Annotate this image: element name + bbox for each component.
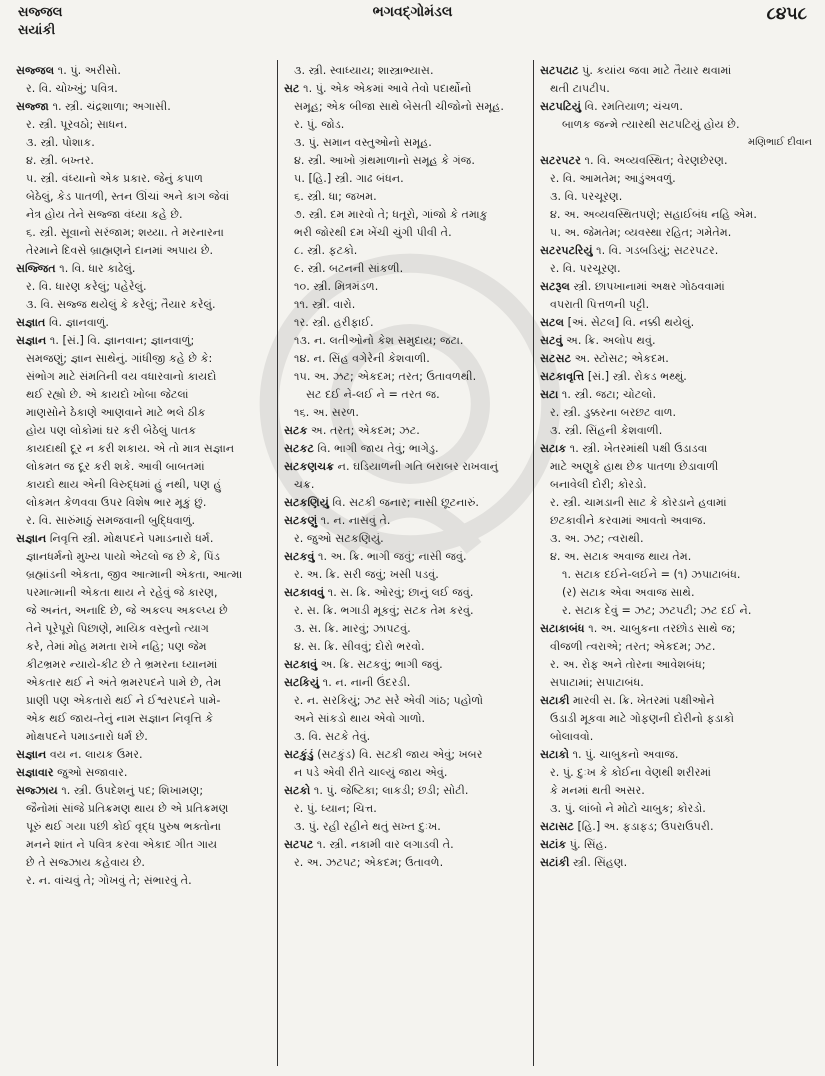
entry-sense: ર. સ્ત્રી. ચામડાની સાટ કે કોરડાને હવામાં	[550, 496, 727, 509]
entry-headword-line: સટકાવૃત્તિ [સં.] સ્ત્રી. રોકડ ભથ્થું.	[540, 370, 687, 383]
entry-headword-line: સજ્ઞાત વિ. જ્ઞાનવાળું.	[16, 316, 109, 329]
entry-sense: અને સાંકડો થાય એવો ગાળો.	[294, 712, 426, 725]
entry-sense: ૧૦. સ્ત્રી. મિત્રમંડળ.	[294, 280, 379, 293]
headword: સટકટ	[284, 442, 314, 455]
entry-sense: સંભોગ માટે સંમતિની વય વધારવાનો કાયદો	[26, 370, 217, 383]
entry-example: ૧. સટાક દઈને-લઈને = (૧) ઝપાટાબંધ.	[562, 568, 741, 581]
entry-sense: ર. પું. ધ્યાન; ચિત્ત.	[294, 802, 377, 815]
entry-sense: ૬. સ્ત્રી. ધા; જખમ.	[294, 190, 377, 203]
guide-word-last: સયાંકી	[18, 23, 56, 38]
entry-sense: વપરાતી પિત્તળની પટ્ટી.	[550, 298, 650, 311]
entry-headword-line: સજ્જિત ૧. વિ. ધાર કાઢેલું.	[16, 262, 136, 275]
entry-sense: ર. વિ. પરચૂરણ.	[550, 262, 621, 275]
headword: સજ્ઞાન	[16, 532, 47, 545]
entry-sense: પરમાત્માની એકતા થાય ને રહેવું જે કારણ,	[26, 586, 218, 599]
book-title: ભગવદ્ગોમંડલ	[372, 4, 453, 20]
entry-headword-line: સટકણિયું વિ. સટકી જનાર; નાસી છૂટનારું.	[284, 496, 479, 509]
headword: સટકો	[284, 784, 311, 797]
entry-sense: ૩. સ્ત્રી. સિંહની કેશવાળી.	[550, 424, 663, 437]
entry-headword-line: સજ્જા ૧. સ્ત્રી. ચંદ્રશાળા; અગાસી.	[16, 100, 171, 113]
entry-sense: ૧૫. અ. ઝટ; એકદમ; તરત; ઉતાવળથી.	[294, 370, 477, 383]
entry-sense: બ્રહ્માંડની એકતા, જીવ આત્માની એકતા, આત્મા	[26, 568, 243, 581]
headword: સટાકો	[540, 748, 570, 761]
entry-sense: સમજણું; જ્ઞાન સાથેનું. ગાંધીજી કહે છે કે:	[26, 352, 213, 365]
entry-sense: તેને પૂરેપૂરો પિછાણે, માયિક વસ્તુનો ત્યાગ	[26, 622, 209, 635]
headword: સટાસટ	[540, 820, 574, 833]
entry-sense: એકતાર થઈ ને અંતે ભ્રમરપદને પામે છે, તેમ	[26, 676, 222, 689]
entry-sense: ર. ન. વાંચવું તે; ગોખવું તે; સંભારવું તે.	[26, 874, 192, 887]
entry-headword-line: સટાકી મારવી સ. ક્રિ. ખેતરમાં પક્ષીઓને	[540, 694, 715, 707]
entry-sense: કરે, તેમાં મોહ મમતા રાખે નહિ; પણ જેમ	[26, 640, 207, 653]
entry-headword-line: સટા ૧. સ્ત્રી. જટા; ચોટલો.	[540, 388, 657, 401]
headword: સટલ	[540, 316, 565, 329]
entry-sense: મનને શાંત ને પવિત્ર કરવા એકાદ ગીત ગાય	[26, 838, 218, 851]
entry-headword-line: સટકાવવું ૧. સ. ક્રિ. ઓરવું; છાનું લઈ જવું.	[284, 586, 474, 599]
entry-sense: ઉડાડી મૂકવા માટે ગોફણની દોરીનો ફડાકો	[550, 712, 735, 725]
entry-sense: ચક્ર.	[294, 478, 315, 491]
entry-sense: જ્ઞાનધર્મનો મુખ્ય પાયો એટલો જ છે કે, પિંડ	[26, 550, 220, 563]
entry-headword-line: સટપટ ૧. સ્ત્રી. નકામી વાર લગાડવી તે.	[284, 838, 454, 851]
entries-column-1	[16, 62, 270, 1066]
headword: સટકણું	[284, 514, 318, 527]
entry-sense: ૪. સ્ત્રી. બખ્તર.	[26, 154, 94, 167]
entry-sense: ર. વિ. ધારણ કરેલું; પહેરેલું.	[26, 280, 147, 293]
entry-headword-line: સટકુંડું (સટકુંડ) વિ. સટકી જાય એવું; ખબર	[284, 748, 483, 761]
column-divider	[533, 60, 534, 1066]
entry-sense: ૩. વિ. સટકે તેવું.	[294, 730, 371, 743]
entry-sense: કીટભ્રમર ન્યાયે-કીટ છે તે ભ્રમરના ધ્યાનમાં	[26, 658, 218, 671]
entry-headword-line: સટકાવું અ. ક્રિ. સટકવું; ભાગી જવું.	[284, 658, 443, 671]
entry-sense: સપાટામાં; સપાટાબંધ.	[550, 676, 644, 689]
headword: સટરપટરિયું	[540, 244, 593, 257]
entry-sense: ન પડે એવી રીતે ચાલ્યું જાય એવું.	[294, 766, 448, 779]
entry-headword-line: સટલ [અં. સેટલ] વિ. નક્કી થયેલું.	[540, 316, 695, 329]
entry-sense: ૩. અ. ઝટ; ત્વરાથી.	[550, 532, 644, 545]
entry-sense: વીજળી ત્વરાએ; તરત; એકદમ; ઝટ.	[550, 640, 716, 653]
headword: સટકાવવું	[284, 586, 325, 599]
entry-headword-line: સજ્જલ ૧. પું. અરીસો.	[16, 64, 121, 77]
entry-sense: ર. અ. ક્રિ. સરી જવું; ખસી પડવું.	[294, 568, 439, 581]
headword: સટાકાબંધ	[540, 622, 585, 635]
entry-sense: ૯. સ્ત્રી. બટનની સાંકળી.	[294, 262, 404, 275]
entry-sense: ૮. સ્ત્રી. ફટકો.	[294, 244, 358, 257]
headword: સટાંકી	[540, 856, 570, 869]
entry-sense: ૩. વિ. સજ્જ થયેલું કે કરેલું; તૈયાર કરેલું.	[26, 298, 216, 311]
headword: સટપટાટ	[540, 64, 579, 77]
entry-headword-line: સટપટિયું વિ. રમતિયાળ; ચંચળ.	[540, 100, 683, 113]
entry-sense: ર. અ. ઝટપટ; એકદમ; ઉતાવળે.	[294, 856, 444, 869]
entry-headword-line: સટવું અ. ક્રિ. અલોપ થવું.	[540, 334, 656, 347]
entry-headword-line: સટાકો ૧. પું. ચાબુકનો અવાજ.	[540, 748, 679, 761]
entry-sense: જૈનોમાં સાંજે પ્રતિક્રમણ થાય છે એ પ્રતિક્રમણ	[26, 802, 229, 815]
entry-headword-line: સટકણું ૧. ન. નાસવું તે.	[284, 514, 391, 527]
entry-sense: કાયદાથી દૂર ન કરી શકાય. એ તો માત્ર સજ્ઞાન	[26, 442, 235, 455]
headword: સજ્ઞાત	[16, 316, 46, 329]
entry-sense: ૩. સ. ક્રિ. મારવું; ઝાપટવું.	[294, 622, 411, 635]
entry-sense: કાયદો થાય એની વિરુદ્ધમાં હું નથી, પણ હું	[26, 478, 222, 491]
headword: સજ્ઝાય	[16, 784, 58, 797]
entry-example: બાળક જન્મે ત્યારથી સટપટિયું હોય છે.	[562, 118, 740, 131]
entry-sense: ર. વિ. આમતેમ; આડુંઅવળું.	[550, 172, 676, 185]
entry-sense: છટકાવીને કરવામાં આવતો અવાજ.	[550, 514, 707, 527]
entry-sense: ૫. [હિ.] સ્ત્રી. ગાઢ બંધન.	[294, 172, 404, 185]
headword: સટવું	[540, 334, 563, 347]
entry-headword-line: સટરપટરિયું ૧. વિ. ગડબડિયું; સટરપટર.	[540, 244, 719, 257]
entry-sense: તેરમાને દિવસે બ્રાહ્મણને દાનમાં અપાય છે.	[26, 244, 214, 257]
headword: સટપટિયું	[540, 100, 582, 113]
entry-headword-line: સટકો ૧. પું. જેષ્ટિકા; લાકડી; છડી; સોટી.	[284, 784, 469, 797]
entry-sense: કે મનમાં થતી અસર.	[550, 784, 645, 797]
headword: સટા	[540, 388, 559, 401]
entry-sense: ૪. સ્ત્રી. આખો ગ્રંથમાળાનો સમૂહ કે ગંજ.	[294, 154, 475, 167]
entry-sense: જે અનંત, અનાદિ છે, જે અકલ્પ અકલ્પ્ય છે	[26, 604, 228, 617]
entry-sense: ર. અ. રોફ અને તોરના આવેશબંધ;	[550, 658, 706, 671]
headword: સટકુંડું	[284, 748, 314, 761]
entry-headword-line: સટાંકી સ્ત્રી. સિંહણ.	[540, 856, 628, 869]
headword: સટકવું	[284, 550, 315, 563]
headword: સજ્જા	[16, 100, 50, 113]
entry-headword-line: સજ્ઝાય ૧. સ્ત્રી. ઉપદેશનું પદ; શિખામણ;	[16, 784, 204, 797]
entry-sense: નેત્ર હોય તેને સજ્જા વંધ્યા કહે છે.	[26, 208, 183, 221]
entry-sense: ૩. સ્ત્રી. સ્વાધ્યાય; શાસ્ત્રાભ્યાસ.	[294, 64, 434, 77]
entry-sense: ર. જુઓ સટકણિયું.	[294, 532, 384, 545]
headword: સજ્ઞાવાર	[16, 766, 54, 779]
entries-column-3	[540, 62, 812, 1066]
entry-sense: બોલાવવો.	[550, 730, 594, 743]
entry-sense: ૧૩. ન. લતીઓનો કેશ સમુદાય; જટા.	[294, 334, 464, 347]
entry-headword-line: સજ્ઞાન વય ન. લાયક ઉમર.	[16, 748, 143, 761]
entry-sense: સમૂહ; એક બીજા સાથે બેસતી ચીજોનો સમૂહ.	[294, 100, 504, 113]
headword: સટકાવૃત્તિ	[540, 370, 585, 383]
entry-headword-line: સટ ૧. પું. એક એકમાં આવે તેવો પદાર્થોનો	[284, 82, 472, 95]
entry-headword-line: સટકણચક્ર ન. ઘડિયાળની ગતિ બરાબર રાખવાનું	[284, 460, 499, 473]
entry-sense: ભરી જોરથી દમ ખેંચી ચુંગી પીવી તે.	[294, 226, 452, 239]
entry-sense: ૩. વિ. પરચૂરણ.	[550, 190, 623, 203]
entry-headword-line: સટકિયું ૧. ન. નાની ઉંદરડી.	[284, 676, 411, 689]
entry-sense: થતી ટાપટીપ.	[550, 82, 610, 95]
entry-sense: બેઠેલું, કેડ પાતળી, સ્તન ઊંચાં અને કાગ જેવાં	[26, 190, 230, 203]
entry-sense: ૩. પું. રહી રહીને થતું સખ્ત દુઃખ.	[294, 820, 441, 833]
headword: સટાકી	[540, 694, 570, 707]
entry-sense: ર. વિ. સારુંમાઠું સમજવાની બુદ્ધિવાળું.	[26, 514, 196, 527]
headword: સટ	[284, 82, 300, 95]
entry-sense: ર. સ્ત્રી. પૂરવઠો; સાધન.	[26, 118, 128, 131]
headword: સજ્જલ	[16, 64, 55, 77]
entry-sense: ૩. સ્ત્રી. પોશાક.	[26, 136, 95, 149]
entry-headword-line: સટાસટ [હિ.] અ. ફડાફડ; ઉપરાઉપરી.	[540, 820, 714, 833]
entry-headword-line: સટક અ. તરત; એકદમ; ઝટ.	[284, 424, 420, 437]
entry-headword-line: સટાંક પું. સિંહ.	[540, 838, 608, 851]
headword: સટકણિયું	[284, 496, 329, 509]
entry-sense: ૩. પું. સમાન વસ્તુઓનો સમૂહ.	[294, 136, 432, 149]
entry-headword-line: સટપટાટ પું. કયાંય જવા માટે તૈયાર થવામાં	[540, 64, 732, 77]
entry-sense: ૩. પું. લાંબો ને મોટો ચાબુક; કોરડો.	[550, 802, 706, 815]
entry-headword-line: સટસટ અ. સ્ટોસટ; એકદમ.	[540, 352, 669, 365]
entry-sense: એક થઈ જાય-તેનું નામ સજ્ઞાન નિવૃત્તિ કે	[26, 712, 214, 725]
entry-headword-line: સજ્ઞાન ૧. [સં.] વિ. જ્ઞાનવાન; જ્ઞાનવાળું;	[16, 334, 195, 347]
entry-sense: છે તે સજ્ઝાય કહેવાય છે.	[26, 856, 145, 869]
entry-sense: ૬. સ્ત્રી. સૂવાનો સરંજામ; શય્યા. તે મરનારના	[26, 226, 224, 239]
entry-sense: ૧૧. સ્ત્રી. વારો.	[294, 298, 356, 311]
entry-sense: ૫. અ. જેમતેમ; વ્યવસ્થા રહિત; ગમેતેમ.	[550, 226, 732, 239]
entry-example: (ર) સટાક એવા અવાજ સાથે.	[562, 586, 695, 599]
entry-sense: માણસોને ઠેકાણે આણવાને માટે ભલે ઠીક	[26, 406, 206, 419]
entry-example: ર. સટાક દેવું = ઝટ; ઝટપટી; ઝટ દઈ ને.	[562, 604, 752, 617]
headword: સટકણચક્ર	[284, 460, 335, 473]
guide-word-first: સજ્જલ	[18, 5, 63, 20]
entry-sense: ૪. અ. સટાક અવાજ થાય તેમ.	[550, 550, 692, 563]
headword: સજ્ઞાન	[16, 334, 47, 347]
entry-sense: મોક્ષપદને પમાડનારો ધર્મ છે.	[26, 730, 148, 743]
headword: સટરપટર	[540, 154, 581, 167]
headword: સટકાવું	[284, 658, 318, 671]
entry-sense: બનાવેલી દોરી; કોરડો.	[550, 478, 647, 491]
entry-sense: ૧૪. ન. સિંહ વગેરેની કેશવાળી.	[294, 352, 430, 365]
entry-sense: ૭. સ્ત્રી. દમ મારવો તે; ધતૂરો, ગાંજો કે તમાકુ	[294, 208, 488, 221]
column-divider	[277, 60, 278, 1066]
entry-sense: થઈ રહ્યો છે. એ કાયદો ખોબા જેટલાં	[26, 388, 189, 401]
entry-example: સટ દઈ ને-લઈ ને = તરત જ.	[306, 388, 440, 401]
quote-attribution: મણિભાઈ દીવાન	[748, 137, 812, 148]
entry-sense: પ્રાણી પણ એકતારો થઈ ને ઈશ્વરપદને પામે-	[26, 694, 221, 707]
entry-sense: ર. પું. દુઃખ કે કોઈના વેણથી શરીરમાં	[550, 766, 711, 779]
headword: સટાંક	[540, 838, 567, 851]
entry-sense: ૧ર. સ્ત્રી. હરીફાઈ.	[294, 316, 374, 329]
entry-headword-line: સજ્ઞાવાર જુઓ સજાવાર.	[16, 766, 128, 779]
entry-sense: ૪. અ. અવ્યવસ્થિતપણે; સહાઈબંધ નહિ એમ.	[550, 208, 757, 221]
entry-headword-line: સટાક ૧. સ્ત્રી. ખેતરમાંથી પક્ષી ઉડાડવા	[540, 442, 708, 455]
entry-sense: લોકમત જ દૂર કરી શકે. આવી બાબતમાં	[26, 460, 205, 473]
entry-sense: હોય પણ લોકોમાં ઘર કરી બેઠેલું પાતક	[26, 424, 197, 437]
entry-headword-line: સટાકાબંધ ૧. અ. ચાબુકના તરછોડ સાથે જ;	[540, 622, 736, 635]
entry-sense: ૧૬. અ. સરળ.	[294, 406, 359, 419]
entry-sense: ૪. સ. ક્રિ. સીવવું; દોરો ભરવો.	[294, 640, 425, 653]
entry-sense: પૂરું થઈ ગયા પછી કોઈ વૃદ્ધ પુરુષ ભક્તોના	[26, 820, 222, 833]
entry-headword-line: સજ્ઞાન નિવૃત્તિ સ્ત્રી. મોક્ષપદને પમાડનારો ધર્મ.	[16, 532, 214, 545]
entry-sense: ર. સ. ક્રિ. ભગાડી મૂકવું; સટક તેમ કરવું.	[294, 604, 474, 617]
entry-headword-line: સટરપટર ૧. વિ. અવ્યવસ્થિત; વેરણછેરણ.	[540, 154, 728, 167]
entry-sense: ર. ન. સરકિયું; ઝટ સરે એવી ગાંઠ; પહોળો	[294, 694, 484, 707]
entry-sense: ર. પું. જોડ.	[294, 118, 345, 131]
entries-column-2	[284, 62, 526, 1066]
headword: સજ્ઞાન	[16, 748, 47, 761]
entry-headword-line: સટકવું ૧. અ. ક્રિ. ભાગી જવું; નાસી જવું.	[284, 550, 467, 563]
entry-sense: ૫. સ્ત્રી. વંધ્યાનો એક પ્રકાર. જેનું કપાળ	[26, 172, 203, 185]
entry-sense: માટે અણુકે હાથ છેક પાતળા છેડાવાળી	[550, 460, 719, 473]
entry-headword-line: સટકટ વિ. ભાગી જાય તેવું; ભાગેડુ.	[284, 442, 439, 455]
entry-sense: ર. વિ. ચોખ્ખું; પવિત્ર.	[26, 82, 118, 95]
headword: સટરૂલ	[540, 280, 570, 293]
entry-sense: ર. સ્ત્રી. ડુક્કરના બરછટ વાળ.	[550, 406, 677, 419]
entry-headword-line: સટરૂલ સ્ત્રી. છાપખાનામાં અક્ષર ગોઠવવામાં	[540, 280, 725, 293]
page-number: ૮૪૫૮	[766, 4, 807, 24]
entry-sense: લોકમત કેળવવા ઉપર વિશેષ ભાર મૂકું છું.	[26, 496, 207, 509]
headword: સટકિયું	[284, 676, 320, 689]
headword: સટપટ	[284, 838, 314, 851]
headword: સજ્જિત	[16, 262, 56, 275]
headword: સટસટ	[540, 352, 572, 365]
headword: સટક	[284, 424, 308, 437]
page-header	[18, 4, 807, 56]
headword: સટાક	[540, 442, 567, 455]
